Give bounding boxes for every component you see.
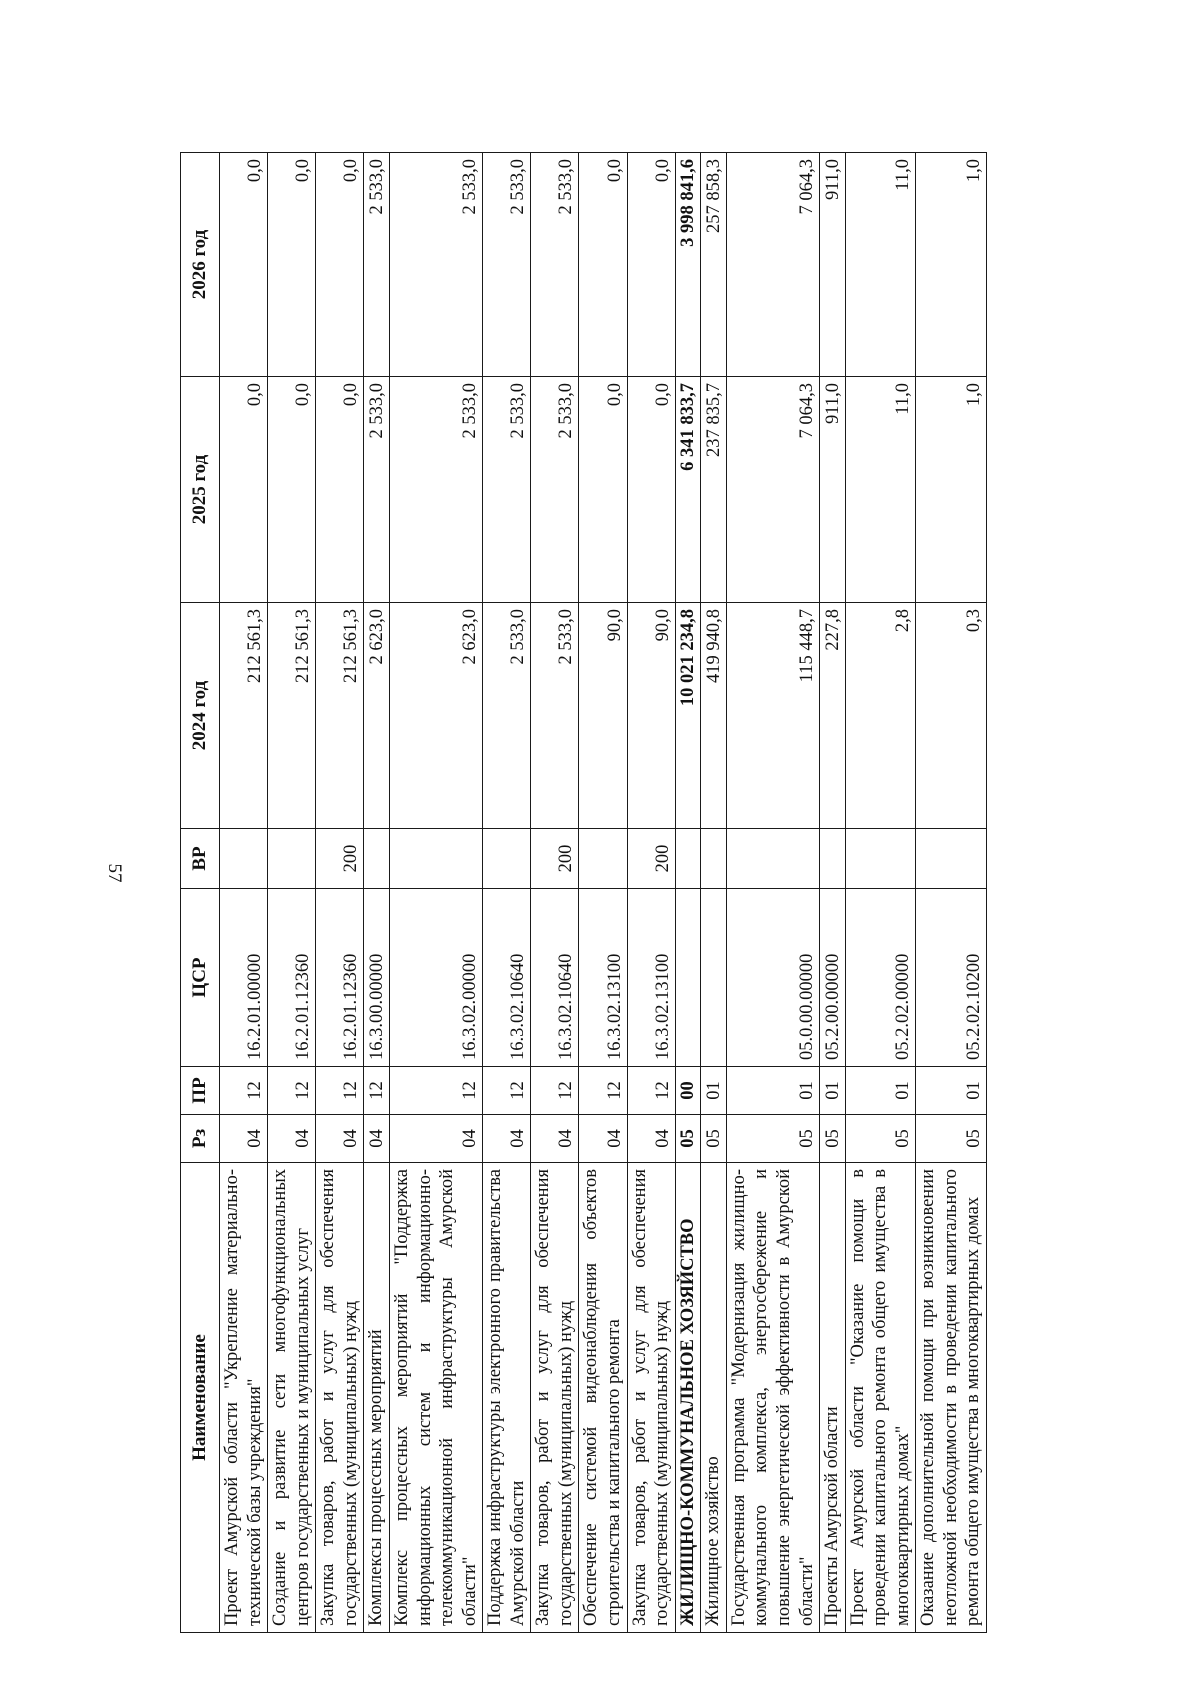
cell-vr: 200 — [531, 829, 579, 889]
cell-csr: 05.2.02.00000 — [845, 889, 916, 1067]
cell-rz: 05 — [675, 1115, 701, 1163]
cell-2026: 0,0 — [627, 153, 675, 377]
cell-pr: 12 — [364, 1067, 390, 1115]
cell-2025: 7 064,3 — [726, 377, 819, 603]
cell-rz: 04 — [579, 1115, 627, 1163]
header-2024: 2024 год — [181, 603, 220, 829]
table-row — [701, 153, 727, 1633]
table-row — [627, 153, 675, 1633]
cell-rz: 04 — [220, 1115, 268, 1163]
cell-rz: 05 — [701, 1115, 727, 1163]
header-2025: 2025 год — [181, 377, 220, 603]
cell-rz: 05 — [726, 1115, 819, 1163]
cell-2024: 227,8 — [820, 603, 846, 829]
table-row — [579, 153, 627, 1633]
cell-csr: 05.2.00.00000 — [820, 889, 846, 1067]
cell-2024: 90,0 — [579, 603, 627, 829]
cell-rz: 05 — [916, 1115, 987, 1163]
cell-2026: 0,0 — [579, 153, 627, 377]
header-rz: Рз — [181, 1115, 220, 1163]
cell-name: Проект Амурской области "Укрепление материально-технической базы учреждения" — [220, 1163, 268, 1633]
header-2026: 2026 год — [181, 153, 220, 377]
cell-2026: 0,0 — [316, 153, 364, 377]
cell-pr: 12 — [268, 1067, 316, 1115]
cell-pr: 01 — [726, 1067, 819, 1115]
cell-2025: 0,0 — [627, 377, 675, 603]
table-header-row — [181, 153, 220, 1633]
cell-name: Комплексы процессных мероприятий — [364, 1163, 390, 1633]
cell-rz: 05 — [820, 1115, 846, 1163]
table-row — [364, 153, 390, 1633]
cell-pr: 12 — [627, 1067, 675, 1115]
cell-rz: 05 — [845, 1115, 916, 1163]
cell-pr: 00 — [675, 1067, 701, 1115]
cell-vr: 200 — [627, 829, 675, 889]
cell-pr: 12 — [389, 1067, 482, 1115]
cell-2024: 10 021 234,8 — [675, 603, 701, 829]
cell-name: Оказание дополнительной помощи при возникновении неотложной необходимости в проведении капитального ремонта общего имущества в многоквартирных домах — [916, 1163, 987, 1633]
cell-2026: 2 533,0 — [531, 153, 579, 377]
cell-2025: 2 533,0 — [531, 377, 579, 603]
cell-2024: 419 940,8 — [701, 603, 727, 829]
cell-2025: 911,0 — [820, 377, 846, 603]
cell-2025: 0,0 — [579, 377, 627, 603]
cell-name: Проекты Амурской области — [820, 1163, 846, 1633]
cell-2025: 0,0 — [268, 377, 316, 603]
table-row — [531, 153, 579, 1633]
cell-vr — [389, 829, 482, 889]
cell-2026: 257 858,3 — [701, 153, 727, 377]
cell-2024: 2 623,0 — [364, 603, 390, 829]
cell-rz: 04 — [316, 1115, 364, 1163]
cell-2026: 2 533,0 — [483, 153, 531, 377]
cell-pr: 12 — [579, 1067, 627, 1115]
cell-csr — [675, 889, 701, 1067]
header-vr: ВР — [181, 829, 220, 889]
cell-vr — [916, 829, 987, 889]
cell-rz: 04 — [483, 1115, 531, 1163]
cell-2026: 3 998 841,6 — [675, 153, 701, 377]
cell-rz: 04 — [389, 1115, 482, 1163]
cell-2025: 1,0 — [916, 377, 987, 603]
cell-2024: 115 448,7 — [726, 603, 819, 829]
cell-2025: 6 341 833,7 — [675, 377, 701, 603]
cell-2025: 2 533,0 — [483, 377, 531, 603]
cell-name: ЖИЛИЩНО-КОММУНАЛЬНОЕ ХОЗЯЙСТВО — [675, 1163, 701, 1633]
cell-csr: 16.2.01.12360 — [268, 889, 316, 1067]
page-number: 57 — [104, 863, 125, 883]
cell-2024: 212 561,3 — [316, 603, 364, 829]
cell-2026: 11,0 — [845, 153, 916, 377]
cell-pr: 01 — [701, 1067, 727, 1115]
cell-csr: 16.2.01.00000 — [220, 889, 268, 1067]
cell-name: Комплекс процессных мероприятий "Поддержка информационных систем и информационно-телекоммуникационной инфраструктуры Амурской области" — [389, 1163, 482, 1633]
cell-pr: 01 — [916, 1067, 987, 1115]
cell-2024: 2 623,0 — [389, 603, 482, 829]
cell-2024: 90,0 — [627, 603, 675, 829]
cell-csr: 16.3.02.13100 — [627, 889, 675, 1067]
cell-2025: 0,0 — [220, 377, 268, 603]
cell-name: Обеспечение системой видеонаблюдения объектов строительства и капитального ремонта — [579, 1163, 627, 1633]
cell-csr: 16.3.00.00000 — [364, 889, 390, 1067]
table-row — [726, 153, 819, 1633]
cell-2026: 0,0 — [268, 153, 316, 377]
cell-2026: 7 064,3 — [726, 153, 819, 377]
cell-name: Закупка товаров, работ и услуг для обеспечения государственных (муниципальных) нужд — [531, 1163, 579, 1633]
header-csr: ЦСР — [181, 889, 220, 1067]
cell-vr — [701, 829, 727, 889]
cell-csr: 16.2.01.12360 — [316, 889, 364, 1067]
cell-pr: 12 — [220, 1067, 268, 1115]
cell-name: Жилищное хозяйство — [701, 1163, 727, 1633]
table-row — [675, 153, 701, 1633]
cell-rz: 04 — [268, 1115, 316, 1163]
table-row — [916, 153, 987, 1633]
cell-pr: 01 — [845, 1067, 916, 1115]
cell-vr — [364, 829, 390, 889]
table-row — [389, 153, 482, 1633]
cell-2024: 212 561,3 — [220, 603, 268, 829]
cell-2026: 1,0 — [916, 153, 987, 377]
table-row — [483, 153, 531, 1633]
cell-csr: 16.3.02.10640 — [483, 889, 531, 1067]
cell-pr: 12 — [483, 1067, 531, 1115]
header-pr: ПР — [181, 1067, 220, 1115]
cell-name: Поддержка инфраструктуры электронного правительства Амурской области — [483, 1163, 531, 1633]
cell-pr: 01 — [820, 1067, 846, 1115]
cell-2025: 11,0 — [845, 377, 916, 603]
cell-vr — [220, 829, 268, 889]
cell-2024: 2 533,0 — [531, 603, 579, 829]
cell-vr — [726, 829, 819, 889]
cell-csr: 05.0.00.00000 — [726, 889, 819, 1067]
cell-2024: 0,3 — [916, 603, 987, 829]
cell-name: Проект Амурской области "Оказание помощи в проведении капитального ремонта общего имущества в многоквартирных домах" — [845, 1163, 916, 1633]
cell-pr: 12 — [531, 1067, 579, 1115]
cell-2024: 2,8 — [845, 603, 916, 829]
table-row — [820, 153, 846, 1633]
cell-csr — [701, 889, 727, 1067]
cell-rz: 04 — [531, 1115, 579, 1163]
table-row — [220, 153, 268, 1633]
budget-table — [180, 152, 987, 1633]
cell-2025: 237 835,7 — [701, 377, 727, 603]
cell-rz: 04 — [627, 1115, 675, 1163]
cell-2024: 212 561,3 — [268, 603, 316, 829]
rotated-table-wrapper — [180, 153, 987, 1633]
cell-rz: 04 — [364, 1115, 390, 1163]
table-row — [845, 153, 916, 1633]
header-name: Наименование — [181, 1163, 220, 1633]
cell-2026: 911,0 — [820, 153, 846, 377]
cell-vr — [675, 829, 701, 889]
cell-vr — [845, 829, 916, 889]
cell-pr: 12 — [316, 1067, 364, 1115]
cell-2025: 2 533,0 — [364, 377, 390, 603]
cell-name: Закупка товаров, работ и услуг для обеспечения государственных (муниципальных) нужд — [627, 1163, 675, 1633]
table-row — [316, 153, 364, 1633]
cell-2025: 2 533,0 — [389, 377, 482, 603]
cell-2026: 0,0 — [220, 153, 268, 377]
cell-vr — [820, 829, 846, 889]
table-row — [268, 153, 316, 1633]
cell-vr — [579, 829, 627, 889]
cell-name: Государственная программа "Модернизация жилищно-коммунального комплекса, энергосбережение и повышение энергетической эффективности в Амурской области" — [726, 1163, 819, 1633]
cell-name: Закупка товаров, работ и услуг для обеспечения государственных (муниципальных) нужд — [316, 1163, 364, 1633]
cell-2024: 2 533,0 — [483, 603, 531, 829]
cell-2026: 2 533,0 — [364, 153, 390, 377]
cell-name: Создание и развитие сети многофункциональных центров государственных и муниципальных услуг — [268, 1163, 316, 1633]
cell-2026: 2 533,0 — [389, 153, 482, 377]
cell-csr: 16.3.02.10640 — [531, 889, 579, 1067]
cell-csr: 16.3.02.13100 — [579, 889, 627, 1067]
table-body — [220, 153, 987, 1633]
cell-2025: 0,0 — [316, 377, 364, 603]
cell-vr — [268, 829, 316, 889]
cell-csr: 05.2.02.10200 — [916, 889, 987, 1067]
cell-csr: 16.3.02.00000 — [389, 889, 482, 1067]
cell-vr — [483, 829, 531, 889]
cell-vr: 200 — [316, 829, 364, 889]
